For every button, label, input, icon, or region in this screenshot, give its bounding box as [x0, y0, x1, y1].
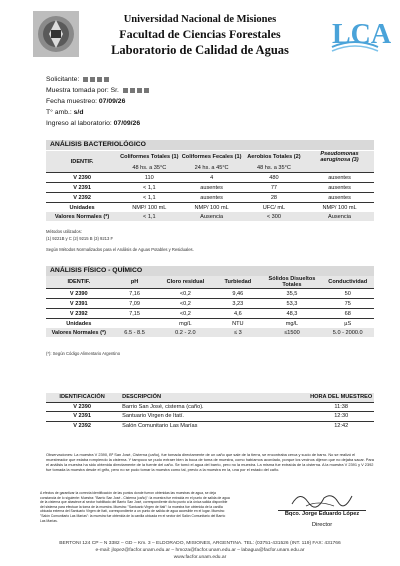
cond-3: 48 hs. a 35°C	[243, 163, 305, 173]
col-desc: DESCRIPCIÓN	[118, 393, 308, 402]
cell: Valores Normales (*)	[46, 328, 112, 337]
col-coli-fec: Coliformes Fecales (1)	[180, 151, 242, 163]
col-turbiedad: Turbiedad	[213, 276, 262, 289]
cell: NMP/ 100 mL	[305, 203, 374, 213]
units-row	[46, 319, 374, 329]
cell: < 300	[243, 212, 305, 221]
cell: ausentes	[180, 183, 242, 193]
table-row	[46, 299, 374, 309]
col-cloro: Cloro residual	[158, 276, 214, 289]
ingreso-row	[46, 120, 140, 127]
bact-table	[46, 151, 374, 221]
cell: < 1,1	[118, 193, 180, 203]
university-name: Universidad Nacional de Misiones	[123, 14, 277, 25]
footnote: A efectos de garantizar la correcta identificación de las puntos donde fueron obtenidas las muestras de agua, se deja constancia de lo siguiente: Muestra: "Barrio San José - Cisterna (caño)": la muestra fue extraída en el punto de salida de agua de la cisterna que abastece al sector habilitado del Barrio San José, correspondiente dicho punto a la única salida disponible del sistema para efectuar la toma de la muestra. Muestra: "Santuario Virgen de Itatí": la muestra fue obtenida de la canilla ubicada externa del Santuario Virgen de Itatí, correspondiente a un punto de salida de agua accesible en el lugar. Muestra: "Salón Comunitario Las Marías": la muestra fue obtenida de la canilla ubicada en el sector del Salón Comunitario del Barrio Las Marías.	[40, 491, 230, 523]
cell: 5.0 - 2000.0	[321, 328, 374, 337]
redacted-block	[90, 77, 95, 82]
segun-note: Según Métodos Normalizados para el Análisis de Aguas Potables y Residuales.	[46, 247, 194, 252]
metodos-label: Métodos utilizados:	[46, 229, 82, 234]
table-row	[46, 183, 374, 193]
muestra-row	[46, 87, 149, 94]
col-ident: IDENTIF.	[46, 151, 118, 173]
cell: µS	[321, 319, 374, 329]
cell: 50	[321, 289, 374, 299]
cell: 4,6	[213, 309, 262, 319]
temp-value: s/d	[73, 109, 84, 116]
table-row	[46, 289, 374, 299]
bact-header-row	[46, 151, 374, 163]
cell: V 2392	[46, 193, 118, 203]
table-row	[46, 421, 374, 430]
cell: V 2391	[46, 299, 112, 309]
fecha-row	[46, 98, 125, 105]
cell: 77	[243, 183, 305, 193]
cell: ≤ 3	[213, 328, 262, 337]
temp-row	[46, 109, 83, 116]
cell: 7,09	[112, 299, 158, 309]
cell: 11:38	[308, 402, 374, 412]
cell: 110	[118, 173, 180, 183]
cell: <0,2	[158, 289, 214, 299]
cell: ausentes	[180, 193, 242, 203]
cell: ausentes	[305, 173, 374, 183]
units-row	[46, 203, 374, 213]
address-line-1: BERTONI 124 CP – N 3382 – GD – Km. 3 – ELDORADO, MISIONES, ARGENTINA. TEL: (03751-431526 (INT. 119) FAX: 431766	[59, 541, 341, 546]
cell: 4	[180, 173, 242, 183]
cell: 0.2 - 2.0	[158, 328, 214, 337]
table-row	[46, 193, 374, 203]
redacted-block	[104, 77, 109, 82]
cell: V 2390	[46, 402, 118, 412]
cell	[112, 319, 158, 329]
cell: Barrio San José, cisterna (caño).	[118, 402, 308, 412]
signature-title: Director	[311, 522, 333, 528]
cell: Salón Comunitario Las Marías	[118, 421, 308, 430]
ingreso-value: 07/09/26	[113, 120, 141, 127]
cell: 6.5 - 8.5	[112, 328, 158, 337]
cell: Santuario Virgen de Itatí.	[118, 412, 308, 422]
cell: < 1,1	[118, 212, 180, 221]
cell: <0,2	[158, 299, 214, 309]
cell: Unidades	[46, 203, 118, 213]
col-coli-tot: Coliformes Totales (1)	[118, 151, 180, 163]
table-row	[46, 412, 374, 422]
cell: Unidades	[46, 319, 112, 329]
cell: V 2391	[46, 412, 118, 422]
col-hora: HORA DEL MUESTREO	[310, 394, 373, 401]
cond-2: 24 hs. a 45°C	[180, 163, 242, 173]
cell: 9,46	[213, 289, 262, 299]
faculty-name: Facultad de Ciencias Forestales	[119, 27, 281, 41]
cell: 35,5	[262, 289, 321, 299]
cell: Ausencia	[180, 212, 242, 221]
col-aerob: Aerobios Totales (2)	[243, 151, 305, 163]
cell: 75	[321, 299, 374, 309]
normales-row	[46, 212, 374, 221]
cell: 7,16	[112, 289, 158, 299]
redacted-block	[123, 88, 128, 93]
cell: V 2392	[46, 421, 118, 430]
cell: ausentes	[305, 183, 374, 193]
cond-4	[305, 163, 374, 173]
ingreso-label: Ingreso al laboratorio:	[46, 120, 112, 127]
lca-logo	[330, 15, 392, 53]
col-pseudo: Pseudomonas aeruginosa (3)	[305, 151, 374, 163]
table-row	[46, 309, 374, 319]
cell: 3,23	[213, 299, 262, 309]
redacted-block	[97, 77, 102, 82]
fecha-label: Fecha muestreo:	[46, 98, 97, 105]
cell: ≤1500	[262, 328, 321, 337]
fisico-table	[46, 276, 374, 337]
cell: 12:42	[308, 421, 374, 430]
cell: V 2391	[46, 183, 118, 193]
cell: Valores Normales (*)	[46, 212, 118, 221]
col-id: IDENTIFICACIÓN	[46, 393, 118, 402]
metodos-value: (1) 9221B y C (2) 9215 B (3) 9213 F	[46, 236, 114, 241]
observaciones: Observaciones: La muestra V 2390, Bº San José, Cisterna (caño), fue tomada directamente de un caño que sale de la tierra, se encontraba cerca y sucio de barro. No se realizó el muestreador que estaba rompiendo la cisterna. Y tampoco se pudo extraer bien la boca de toma de muestra, como habíamos acordado, porque los vecinos dijeron que no dejaba sacar. Para el análisis la muestra ha sido obtenida directamente de la fuente del caño. Se tomó el agua del barrio, pero no la muestra. La misma fue extraída de la cisterna. A la muestra V 2391 y V 2392 fue tomada la muestra desde el grifo, pero no se pudo tomar la muestra como tal, previo a la muestra en la, una por el estado del caño.	[46, 452, 374, 472]
faculty-logo	[33, 11, 79, 57]
muestra-label: Muestra tomada por: Sr.	[46, 87, 119, 94]
cell: mg/L	[158, 319, 214, 329]
cell: ausentes	[305, 193, 374, 203]
ident-header-row	[46, 393, 374, 402]
cell: NMP/ 100 mL	[180, 203, 242, 213]
col-solidos: Sólidos Disueltos Totales	[262, 276, 321, 289]
ident-table	[46, 393, 374, 430]
cell: mg/L	[262, 319, 321, 329]
temp-label: T° amb.:	[46, 109, 72, 116]
cell: 12:30	[308, 412, 374, 422]
cell: NTU	[213, 319, 262, 329]
cell: 7,15	[112, 309, 158, 319]
fisico-header-row	[46, 276, 374, 289]
normales-row	[46, 328, 374, 337]
cell: V 2390	[46, 173, 118, 183]
solicitante-label: Solicitante:	[46, 76, 80, 83]
col-conductividad: Conductividad	[321, 276, 374, 289]
cell: 28	[243, 193, 305, 203]
cell: V 2392	[46, 309, 112, 319]
redacted-block	[137, 88, 142, 93]
address-line-3: www.facfor.unam.edu.ar	[173, 555, 227, 560]
cell: NMP/ 100 mL	[118, 203, 180, 213]
svg-text:LCA: LCA	[332, 19, 392, 50]
redacted-block	[83, 77, 88, 82]
cell: < 1,1	[118, 183, 180, 193]
col-ph: pH	[112, 276, 158, 289]
cond-1: 48 hs. a 35°C	[118, 163, 180, 173]
redacted-block	[144, 88, 149, 93]
cell: UFC/ mL	[243, 203, 305, 213]
fisico-note: (*): Según Código Alimentario Argentino	[46, 351, 121, 356]
redacted-block	[130, 88, 135, 93]
signature-name: Bqco. Jorge Eduardo López	[284, 511, 360, 517]
fecha-value: 07/09/26	[98, 98, 126, 105]
table-row	[46, 402, 374, 412]
bact-title: ANÁLISIS BACTERIOLÓGICO	[46, 140, 374, 150]
fisico-title: ANÁLISIS FÍSICO - QUÍMICO	[46, 266, 374, 276]
lab-name: Laboratorio de Calidad de Aguas	[111, 43, 289, 57]
cell: Ausencia	[305, 212, 374, 221]
cell: 48,3	[262, 309, 321, 319]
cell: <0,2	[158, 309, 214, 319]
table-row	[46, 173, 374, 183]
cell: 480	[243, 173, 305, 183]
solicitante-row	[46, 76, 109, 83]
address-line-2: e-mail: jlopez@facfor.unam.edu.ar – hmoza@facfor.unam.edu.ar – labagua@facfor.unam.edu.ar	[95, 548, 305, 553]
cell: 53,3	[262, 299, 321, 309]
cell: 68	[321, 309, 374, 319]
signature-scribble	[288, 488, 356, 510]
col-ident: IDENTIF.	[46, 276, 112, 289]
cell: V 2390	[46, 289, 112, 299]
